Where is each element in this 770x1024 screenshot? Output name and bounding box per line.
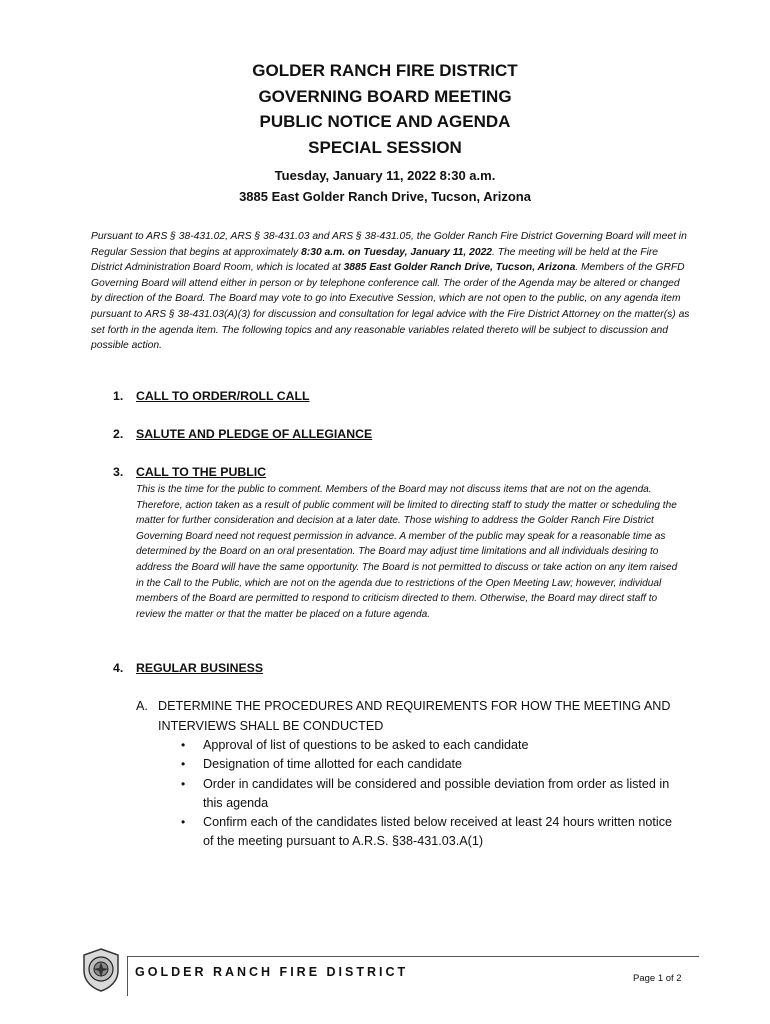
district-seal-icon — [80, 947, 122, 993]
intro-bold-location: 3885 East Golder Ranch Drive, Tucson, Arizona — [343, 262, 576, 274]
agenda-item-number: 1. — [113, 389, 124, 403]
footer-org-name: GOLDER RANCH FIRE DISTRICT — [135, 965, 409, 979]
notice-title: PUBLIC NOTICE AND AGENDA — [259, 112, 511, 131]
district-title: GOLDER RANCH FIRE DISTRICT — [252, 61, 518, 80]
agenda-item-4 — [113, 661, 263, 675]
list-item — [180, 736, 680, 755]
agenda-item-number: 2. — [113, 427, 124, 441]
agenda-item-label: REGULAR BUSINESS — [136, 661, 264, 675]
bullet-icon: • — [181, 815, 186, 830]
list-item — [180, 813, 680, 852]
procedure-bullet-list — [180, 736, 680, 852]
intro-paragraph — [91, 229, 691, 354]
meeting-date-time: Tuesday, January 11, 2022 8:30 a.m. — [274, 168, 496, 183]
intro-bold-time: 8:30 a.m. on Tuesday, January 11, 2022 — [301, 246, 493, 258]
list-item-text: Confirm each of the candidates listed below received at least 24 hours written notice of the meeting pursuant to A.R.S. §38-431.03.A(1) — [203, 815, 673, 849]
document-header — [0, 58, 770, 207]
list-item-text: Designation of time allotted for each candidate — [203, 757, 463, 772]
session-title: SPECIAL SESSION — [308, 137, 462, 157]
bullet-icon: • — [181, 738, 186, 752]
intro-text-3: . Members of the GRFD Governing Board will attend either in person or by telephone conference call. The order of the Agenda may be altered or changed by direction of the Board. The Board may vote to go into Executive Session, which are not open to the public, on any agenda item pursuant to ARS § 38-431.03(A)(3) for discussion and consultation for legal advice with the Fire District Attorney on the matter(s) as set forth in the agenda item. The following topics and any reasonable variables related thereto will be subject to discussion and possible action. — [91, 262, 690, 352]
call-to-public-text: This is the time for the public to comment. Members of the Board may not discuss items that are not on the agenda. Therefore, action taken as a result of public comment will be limited to directing staff to study the matter or scheduling the matter for further consideration and decision at a later date. Those wishing to address the Golder Ranch Fire District Governing Board need not request permission in advance. A member of the public may speak for a reasonable time as determined by the Board on an oral presentation. The Board may adjust time limitations and all individuals desiring to address the Board will have the same opportunity. The Board is not permitted to discuss or take action on any item raised in the Call to the Public, which are not on the agenda due to restrictions of the Open Meeting Law; however, individual members of the Board are permitted to respond to criticism directed to them. Otherwise, the Board may direct staff to review the matter or that the matter be placed on a future agenda. — [136, 484, 678, 620]
meeting-address: 3885 East Golder Ranch Drive, Tucson, Arizona — [239, 189, 531, 204]
list-item — [180, 755, 680, 774]
agenda-item-2 — [113, 427, 372, 441]
list-item-text: Approval of list of questions to be asked to each candidate — [203, 738, 529, 752]
agenda-item-number: 3. — [113, 465, 124, 479]
sub-item-a — [136, 697, 681, 736]
agenda-item-label: CALL TO THE PUBLIC — [136, 465, 267, 479]
intro-text-1: Pursuant to ARS § 38-431.02, ARS § 38-431.03 and ARS § 38-431.05, the Golder Ranch Fire District Governing Board will meet in Regular Session that begins at approximately — [91, 231, 687, 258]
agenda-item-number: 4. — [113, 661, 124, 675]
page-number: Page 1 of 2 — [633, 973, 682, 984]
agenda-item-label: CALL TO ORDER/ROLL CALL — [136, 389, 310, 403]
sub-item-letter: A. — [136, 699, 148, 713]
agenda-item-1 — [113, 389, 310, 403]
meeting-title: GOVERNING BOARD MEETING — [258, 86, 512, 106]
list-item-text: Order in candidates will be considered and possible deviation from order as listed in this agenda — [203, 776, 670, 810]
intro-text-2: . The meeting will be held at the Fire District Administration Board Room, which is located at — [91, 246, 659, 274]
sub-item-text: DETERMINE THE PROCEDURES AND REQUIREMENTS FOR HOW THE MEETING AND INTERVIEWS SHALL BE CONDUCTED — [158, 699, 671, 733]
bullet-icon: • — [181, 776, 186, 791]
agenda-item-label: SALUTE AND PLEDGE OF ALLEGIANCE — [136, 427, 373, 441]
footer-horizontal-rule — [127, 956, 699, 957]
bullet-icon: • — [181, 757, 186, 772]
agenda-item-3 — [113, 465, 266, 479]
list-item — [180, 775, 680, 814]
footer-vertical-rule — [127, 956, 128, 996]
